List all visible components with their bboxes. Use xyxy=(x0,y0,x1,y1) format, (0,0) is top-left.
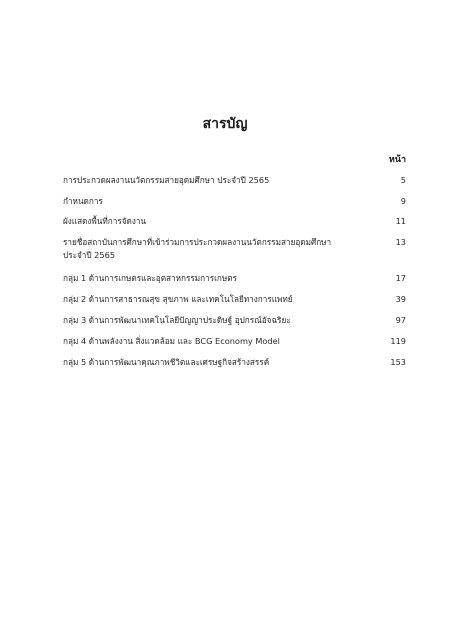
toc-entry-label: กลุ่ม 3 ด้านการพัฒนาเทคโนโลยีปัญญาประดิษฐ์ อุปกรณ์อัจฉริยะ xyxy=(63,315,291,325)
toc-entry-page: 97 xyxy=(395,315,406,325)
toc-entry-label: กลุ่ม 1 ด้านการเกษตรและอุตสาหกรรมการเกษตร xyxy=(63,273,238,283)
toc-entry xyxy=(63,272,406,285)
toc-entry-label: กลุ่ม 2 ด้านการสาธารณสุข สุขภาพ และเทคโนโลยีทางการแพทย์ xyxy=(63,294,293,304)
toc-entry-page: 119 xyxy=(390,336,406,346)
toc-entry-label: กลุ่ม 4 ด้านพลังงาน สิ่งแวดล้อม และ BCG Economy Model xyxy=(63,336,280,346)
toc-entry xyxy=(63,195,406,208)
toc-entry xyxy=(63,335,406,348)
toc-entry-page: 5 xyxy=(400,175,406,185)
toc-entry-label: กลุ่ม 5 ด้านการพัฒนาคุณภาพชีวิตและเศรษฐกิจสร้างสรรค์ xyxy=(63,357,270,367)
toc-entry-page: 153 xyxy=(390,357,406,367)
toc-entry-page: 39 xyxy=(395,294,406,304)
toc-entry xyxy=(63,293,406,306)
toc-entry xyxy=(63,236,406,262)
toc-entry xyxy=(63,314,406,327)
toc-entry-label: การประกวดผลงานนวัตกรรมสายอุดมศึกษา ประจำปี 2565 xyxy=(63,175,270,185)
toc-entry-page: 9 xyxy=(400,196,406,206)
toc-entry-page: 11 xyxy=(395,216,406,226)
toc-entry xyxy=(63,174,406,187)
toc-entry xyxy=(63,356,406,369)
toc-entry xyxy=(63,215,406,228)
toc-entry-page: 13 xyxy=(395,237,406,247)
toc-entry-label: ผังแสดงพื้นที่การจัดงาน xyxy=(63,216,147,226)
toc-entry-label: รายชื่อสถาบันการศึกษาที่เข้าร่วมการประกวดผลงานนวัตกรรมสายอุดมศึกษา ประจำปี 2565 xyxy=(63,237,332,260)
page-title: สารบัญ xyxy=(202,116,248,132)
page-column-header: หน้า xyxy=(388,155,406,165)
toc-entry-page: 17 xyxy=(395,273,406,283)
toc-entry-label: กำหนดการ xyxy=(63,196,103,206)
